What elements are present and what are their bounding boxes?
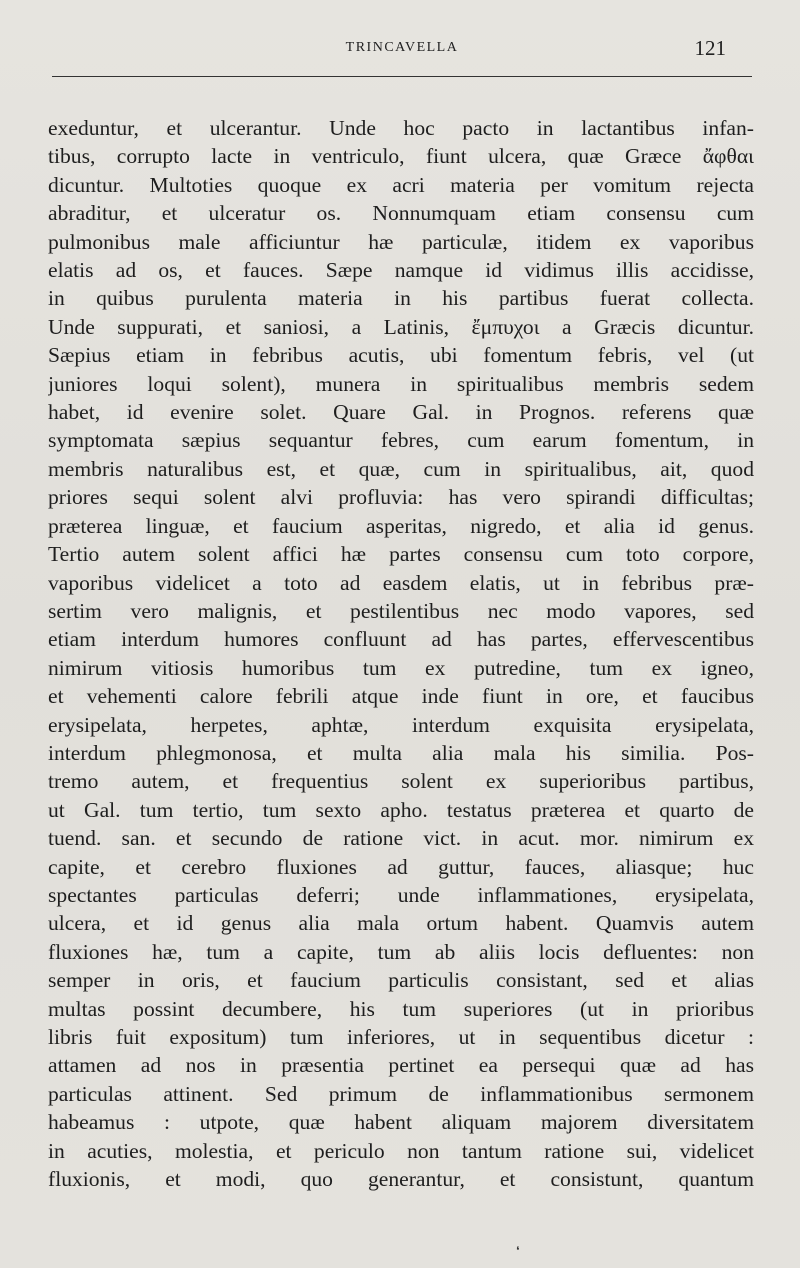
text-line: nimirum vitiosis humoribus tum ex putredine, tum ex igneo, xyxy=(48,655,754,680)
text-line: Sæpius etiam in febribus acutis, ubi fomentum febris, vel (ut xyxy=(48,343,754,368)
text-line: fluxiones hæ, tum a capite, tum ab aliis locis defluentes: non xyxy=(48,939,754,964)
text-line: abraditur, et ulceratur os. Nonnumquam etiam consensu cum xyxy=(48,201,754,226)
text-line: Tertio autem solent affici hæ partes consensu cum toto corpore, xyxy=(48,542,754,567)
text-line: et vehementi calore febrili atque inde fiunt in ore, et faucibus xyxy=(48,684,754,709)
header-rule xyxy=(52,76,752,77)
text-line: sertim vero malignis, et pestilentibus nec modo vapores, sed xyxy=(48,598,754,623)
text-line: fluxionis, et modi, quo generantur, et consistunt, quantum xyxy=(48,1167,754,1192)
text-line: tuend. san. et secundo de ratione vict. in acut. mor. nimirum ex xyxy=(48,826,754,851)
text-line: semper in oris, et faucium particulis consistant, sed et alias xyxy=(48,968,754,993)
text-line: exeduntur, et ulcerantur. Unde hoc pacto in lactantibus infan- xyxy=(48,116,754,140)
text-line: particulas attinent. Sed primum de inflammationibus sermonem xyxy=(48,1081,754,1106)
text-line: libris fuit expositum) tum inferiores, ut in sequentibus dicetur : xyxy=(48,1025,754,1049)
text-line: in acuties, molestia, et periculo non tantum ratione sui, videlicet xyxy=(48,1138,754,1163)
text-line: habet, id evenire solet. Quare Gal. in Prognos. referens quæ xyxy=(48,400,754,425)
text-line: vaporibus videlicet a toto ad easdem elatis, ut in febribus præ- xyxy=(48,570,754,595)
text-line: pulmonibus male afficiuntur hæ particulæ, itidem ex vaporibus xyxy=(48,229,754,254)
page-number: 121 xyxy=(694,36,726,60)
running-header xyxy=(52,36,752,64)
text-line: præterea linguæ, et faucium asperitas, nigredo, et alia id genus. xyxy=(48,513,754,538)
text-line: juniores loqui solent), munera in spiritualibus membris sedem xyxy=(48,371,754,396)
body-text xyxy=(48,114,754,1193)
running-title: TRINCAVELLA xyxy=(345,40,459,55)
text-line: elatis ad os, et fauces. Sæpe namque id vidimus illis accidisse, xyxy=(48,258,754,283)
text-line: tremo autem, et frequentius solent ex superioribus partibus, xyxy=(48,769,754,794)
print-speck: ❛ xyxy=(516,1244,520,1257)
text-line: capite, et cerebro fluxiones ad guttur, fauces, aliasque; huc xyxy=(48,854,754,879)
text-line: multas possint decumbere, his tum superiores (ut in prioribus xyxy=(48,996,754,1021)
text-line: etiam interdum humores confluunt ad has partes, effervescentibus xyxy=(48,627,754,652)
text-line: ut Gal. tum tertio, tum sexto apho. testatus præterea et quarto de xyxy=(48,797,754,822)
text-line: symptomata sæpius sequantur febres, cum earum fomentum, in xyxy=(48,428,754,453)
text-line: tibus, corrupto lacte in ventriculo, fiunt ulcera, quæ Græce ἄφθαι xyxy=(48,144,754,169)
text-line: in quibus purulenta materia in his partibus fuerat collecta. xyxy=(48,286,754,311)
text-line: membris naturalibus est, et quæ, cum in spiritualibus, ait, quod xyxy=(48,456,754,481)
text-line: dicuntur. Multoties quoque ex acri materia per vomitum rejecta xyxy=(48,172,754,197)
text-line: ulcera, et id genus alia mala ortum habent. Quamvis autem xyxy=(48,911,754,936)
text-line: interdum phlegmonosa, et multa alia mala his similia. Pos- xyxy=(48,740,754,765)
text-line: habeamus : utpote, quæ habent aliquam majorem diversitatem xyxy=(48,1110,754,1135)
text-line: erysipelata, herpetes, aphtæ, interdum exquisita erysipelata, xyxy=(48,712,754,737)
text-line: attamen ad nos in præsentia pertinet ea persequi quæ ad has xyxy=(48,1053,754,1078)
text-line: priores sequi solent alvi profluvia: has vero spirandi difficultas; xyxy=(48,485,754,510)
text-line: spectantes particulas deferri; unde inflammationes, erysipelata, xyxy=(48,882,754,907)
text-line: Unde suppurati, et saniosi, a Latinis, ἔμπυχοι a Græcis dicuntur. xyxy=(48,314,754,339)
